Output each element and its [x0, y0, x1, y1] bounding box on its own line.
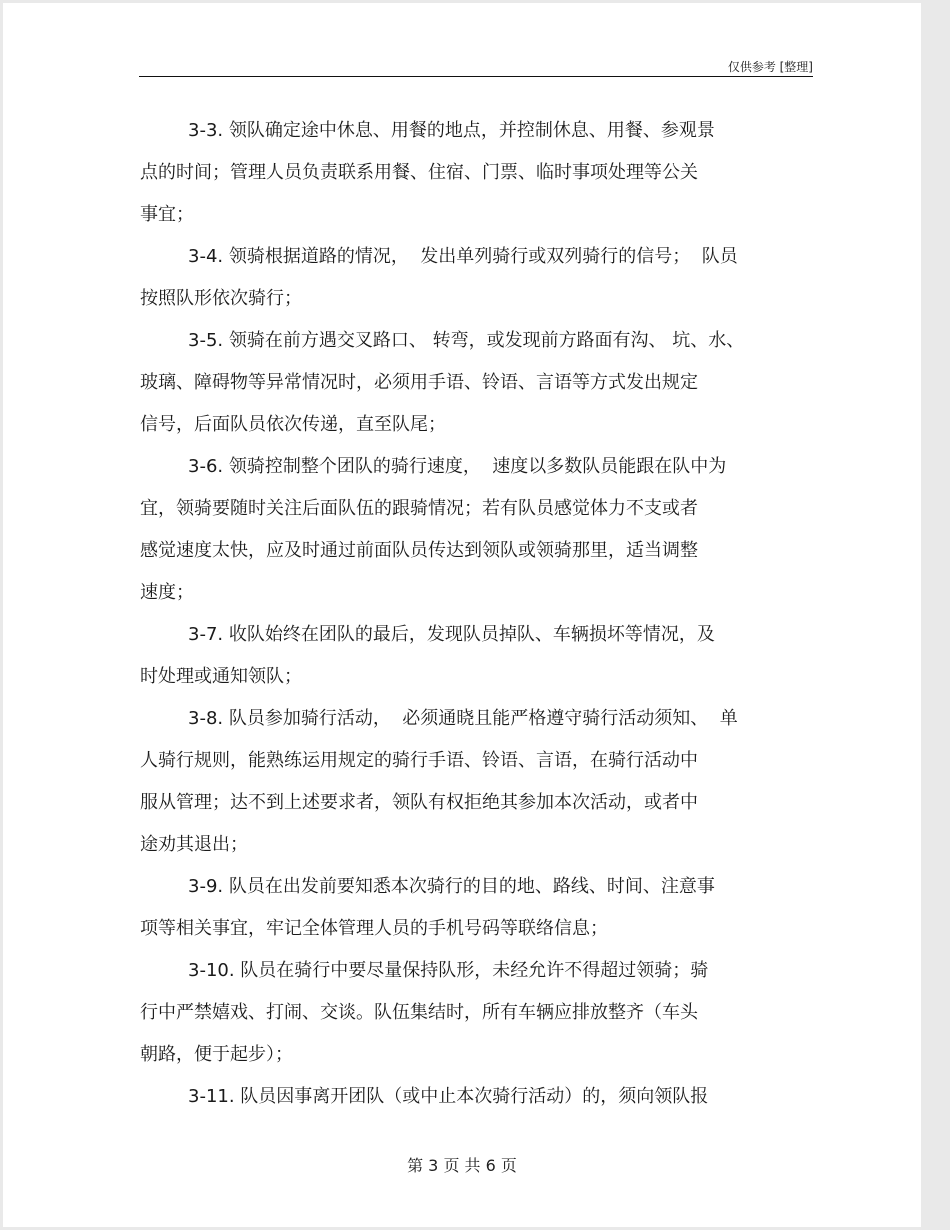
paragraph — [140, 446, 820, 614]
paragraph — [140, 1076, 820, 1118]
document-body — [140, 110, 820, 1118]
paragraph-line: 3-4. 领骑根据道路的情况， 发出单列骑行或双列骑行的信号； 队员 — [188, 246, 738, 267]
paragraph — [140, 698, 820, 866]
paragraph-line: 宜，领骑要随时关注后面队伍的跟骑情况；若有队员感觉体力不支或者 — [140, 498, 698, 519]
paragraph — [140, 236, 820, 320]
paragraph-line: 感觉速度太快，应及时通过前面队员传达到领队或领骑那里，适当调整 — [140, 540, 698, 561]
paragraph — [140, 110, 820, 236]
paragraph-line: 3-3. 领队确定途中休息、用餐的地点，并控制休息、用餐、参观景 — [188, 120, 715, 141]
paragraph-line: 3-9. 队员在出发前要知悉本次骑行的目的地、路线、时间、注意事 — [188, 876, 715, 897]
paragraph-line: 服从管理；达不到上述要求者，领队有权拒绝其参加本次活动，或者中 — [140, 792, 698, 813]
paragraph-line: 信号，后面队员依次传递，直至队尾； — [140, 414, 446, 435]
header-note: 仅供参考 [整理] — [727, 60, 813, 74]
paragraph-line: 项等相关事宜，牢记全体管理人员的手机号码等联络信息； — [140, 918, 608, 939]
paragraph-line: 点的时间；管理人员负责联系用餐、住宿、门票、临时事项处理等公关 — [140, 162, 698, 183]
paragraph — [140, 320, 820, 446]
paragraph-line: 行中严禁嬉戏、打闹、交谈。队伍集结时，所有车辆应排放整齐（车头 — [140, 1002, 698, 1023]
paragraph-line: 时处理或通知领队； — [140, 666, 302, 687]
paragraph-line: 事宜； — [140, 204, 194, 225]
paragraph-line: 人骑行规则，能熟练运用规定的骑行手语、铃语、言语，在骑行活动中 — [140, 750, 698, 771]
paragraph-line: 3-10. 队员在骑行中要尽量保持队形，未经允许不得超过领骑；骑 — [188, 960, 709, 981]
paragraph — [140, 950, 820, 1076]
page-footer: 第 3 页 共 6 页 — [407, 1156, 517, 1175]
paragraph-line: 途劝其退出； — [140, 834, 248, 855]
paragraph-line: 3-8. 队员参加骑行活动， 必须通晓且能严格遵守骑行活动须知、 单 — [188, 708, 738, 729]
paragraph-line: 玻璃、障碍物等异常情况时，必须用手语、铃语、言语等方式发出规定 — [140, 372, 698, 393]
paragraph-line: 速度； — [140, 582, 194, 603]
paragraph-line: 3-7. 收队始终在团队的最后，发现队员掉队、车辆损坏等情况，及 — [188, 624, 715, 645]
paragraph-line: 朝路，便于起步）； — [140, 1044, 293, 1065]
paragraph-line: 3-11. 队员因事离开团队（或中止本次骑行活动）的，须向领队报 — [188, 1086, 709, 1107]
paragraph — [140, 614, 820, 698]
document-page — [3, 3, 921, 1227]
paragraph-line: 3-6. 领骑控制整个团队的骑行速度， 速度以多数队员能跟在队中为 — [188, 456, 727, 477]
paragraph-line: 按照队形依次骑行； — [140, 288, 302, 309]
paragraph — [140, 866, 820, 950]
header-divider — [139, 76, 813, 77]
paragraph-line: 3-5. 领骑在前方遇交叉路口、 转弯，或发现前方路面有沟、 坑、水、 — [188, 330, 745, 351]
